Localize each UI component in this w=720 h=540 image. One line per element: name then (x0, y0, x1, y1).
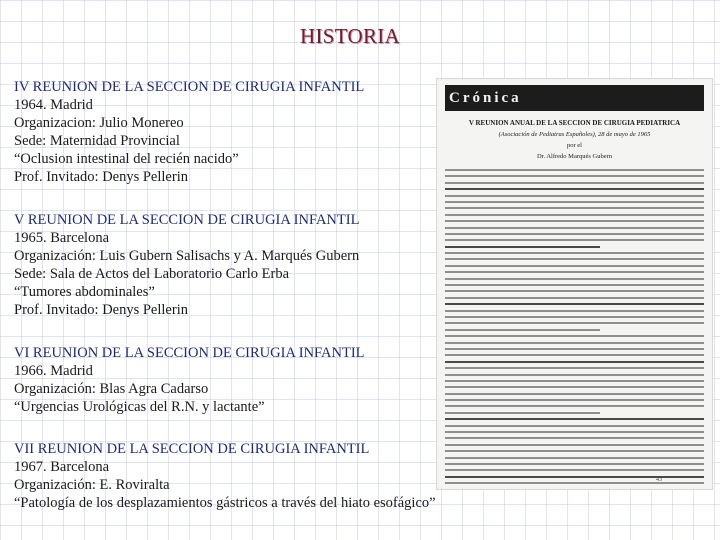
reunion-entry (14, 344, 634, 416)
reunion-heading: V REUNION DE LA SECCION DE CIRUGIA INFANTIL (14, 212, 360, 228)
scan-text-line (445, 201, 704, 203)
reunion-detail: Organización: Luis Gubern Salisachs y A. Marqués Gubern (14, 248, 360, 264)
reunion-detail: 1965. Barcelona (14, 230, 110, 246)
reunion-entry (14, 440, 634, 512)
scan-page-number: 43 (656, 477, 662, 483)
reunion-detail: Sede: Maternidad Provincial (14, 133, 180, 149)
scan-text-line (445, 335, 704, 337)
reunion-detail: “Patología de los desplazamientos gástricos a través del hiato esofágico” (14, 495, 436, 511)
reunion-detail: 1967. Barcelona (14, 459, 110, 475)
reunion-detail: Prof. Invitado: Denys Pellerin (14, 169, 188, 185)
reunion-detail: “Tumores abdominales” (14, 284, 155, 300)
reunion-detail: “Oclusion intestinal del recién nacido” (14, 151, 239, 167)
reunion-detail: Prof. Invitado: Denys Pellerin (14, 302, 188, 318)
reunion-entry (14, 78, 634, 186)
reunion-detail: Organizacion: Julio Monereo (14, 115, 184, 131)
scan-text-line (445, 322, 704, 324)
reunion-detail: Organización: Blas Agra Cadarso (14, 381, 209, 397)
reunion-detail: Organización: E. Roviralta (14, 477, 170, 493)
reunion-detail: “Urgencias Urológicas del R.N. y lactante” (14, 399, 265, 415)
scan-article-title: V REUNION ANUAL DE LA SECCION DE CIRUGIA PEDIATRICA (468, 119, 681, 127)
reunion-detail: 1966. Madrid (14, 363, 93, 379)
scan-author: Dr. Alfredo Marqués Gubern (536, 153, 613, 160)
reunion-heading: IV REUNION DE LA SECCION DE CIRUGIA INFANTIL (14, 79, 365, 95)
reunion-entry (14, 211, 634, 319)
scan-text-line (445, 195, 704, 197)
scan-text-line (445, 418, 704, 420)
reunion-heading: VII REUNION DE LA SECCION DE CIRUGIA INFANTIL (14, 441, 370, 457)
scan-text-line (445, 329, 600, 331)
scan-header: Crónica (445, 85, 704, 111)
reunion-detail: Sede: Sala de Actos del Laboratorio Carlo Erba (14, 266, 290, 282)
scan-text-line (445, 425, 704, 427)
scan-article-subtitle: (Asociación de Pediatras Españoles), 28 de mayo de 1965 (498, 131, 651, 138)
scan-text-line (445, 207, 704, 209)
scan-byline: por el (567, 142, 582, 149)
scan-text-line (445, 188, 704, 190)
scan-text-line (445, 431, 704, 433)
reunion-detail: 1964. Madrid (14, 97, 93, 113)
reunion-heading: VI REUNION DE LA SECCION DE CIRUGIA INFANTIL (14, 345, 365, 361)
page-title: HISTORIA (300, 24, 401, 48)
